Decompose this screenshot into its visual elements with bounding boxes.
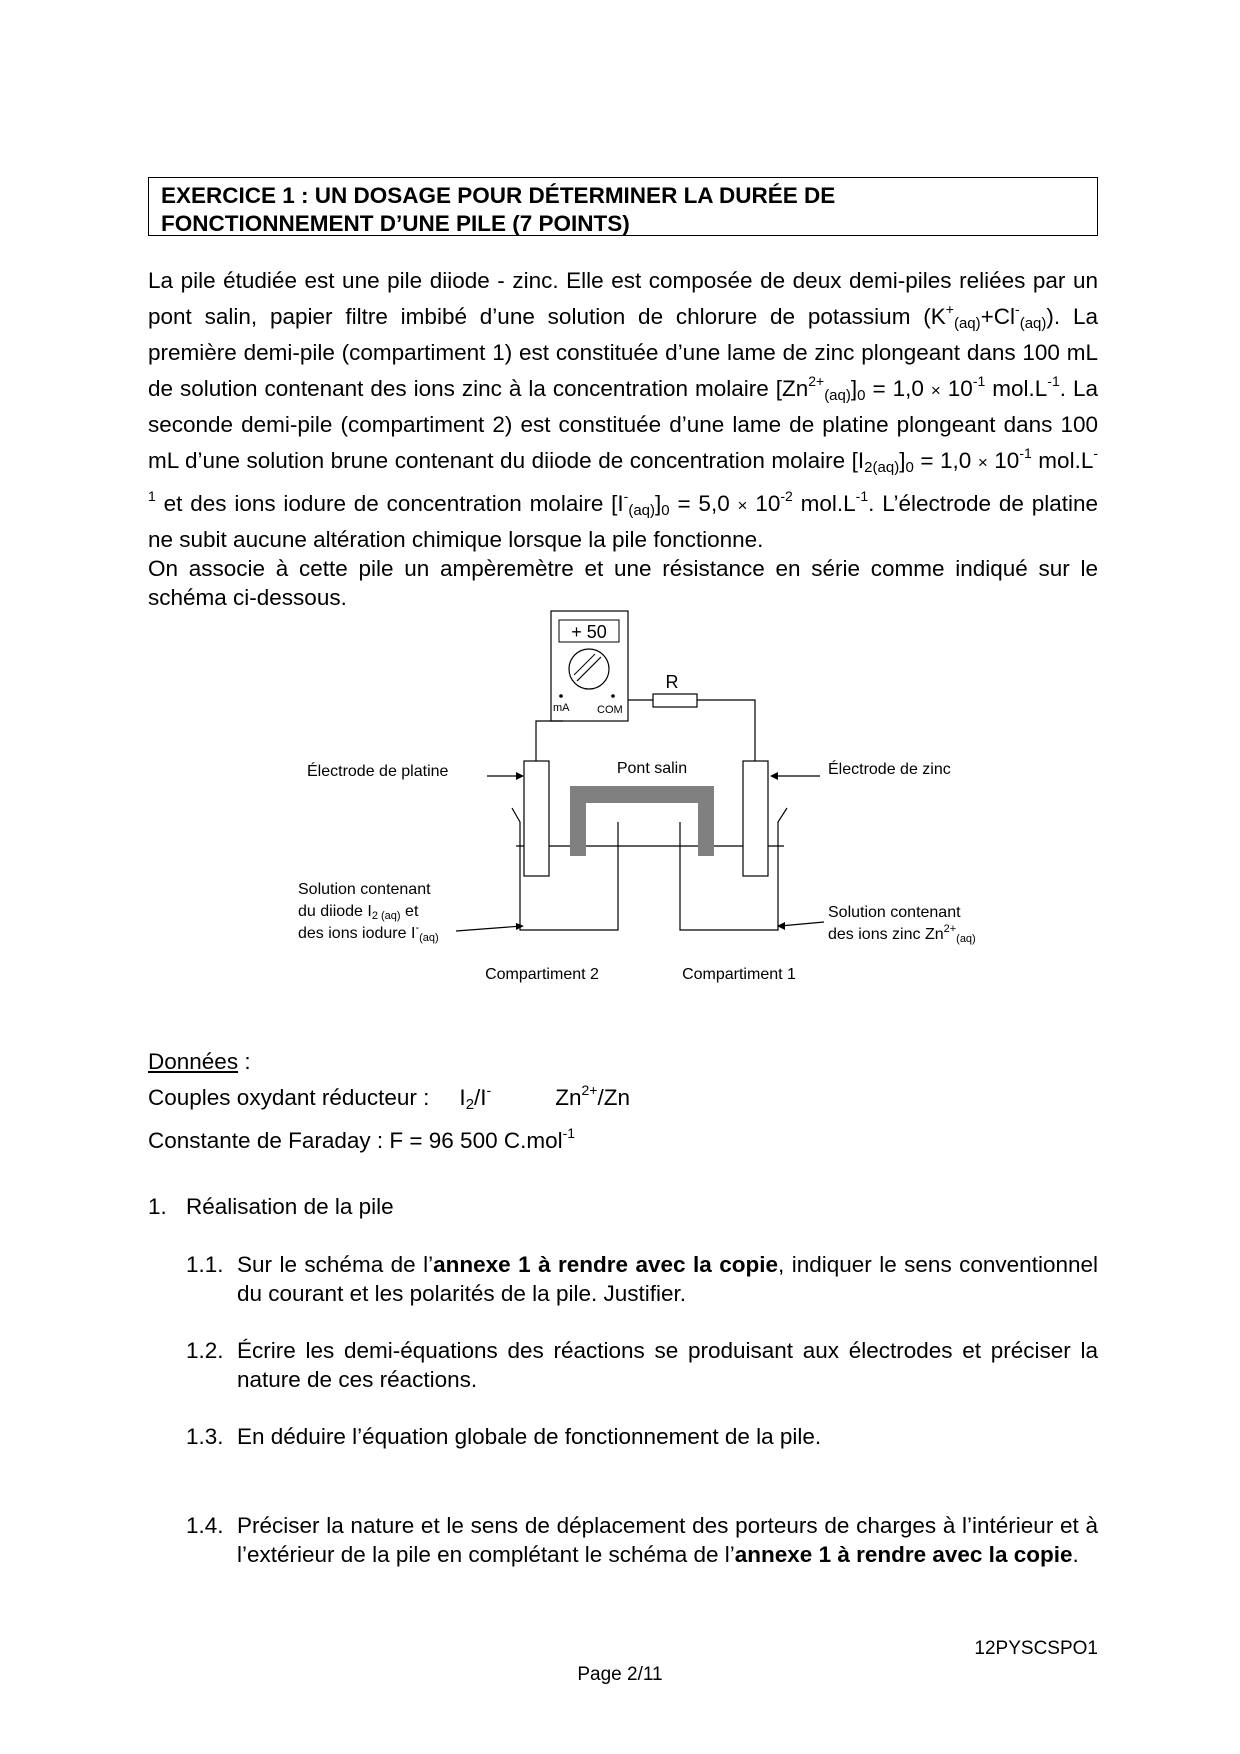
salt-bridge-right-leg — [698, 786, 714, 856]
salt-bridge-label: Pont salin — [616, 760, 688, 777]
ammeter-com-label: COM — [597, 704, 623, 716]
question-1-2: 1.2. Écrire les demi-équations des réactions se produisant aux électrodes et préciser la nature de ces réactions. — [186, 1338, 1098, 1392]
right-solution-label-line1: Solution contenant — [828, 904, 961, 921]
question-1: 1. Réalisation de la pile — [148, 1194, 394, 1219]
exercise-title — [148, 177, 1098, 236]
question-1-3: 1.3. En déduire l’équation globale de fonctionnement de la pile. — [186, 1424, 822, 1449]
donnees-heading: Données : — [148, 1049, 251, 1074]
battery-circuit-diagram — [290, 608, 1010, 988]
exercise-title-line2: FONCTIONNEMENT D’UNE PILE (7 POINTS) — [161, 211, 630, 236]
couples-line: Couples oxydant réducteur : $I_2/I^-$ $Zn^{2+}/Zn$ — [148, 1082, 630, 1113]
right-solution-label-line2: des ions zinc $Zn^{2+}_{(aq)}$ — [828, 923, 976, 945]
page-number: Page 2/11 — [577, 1664, 663, 1685]
left-solution-arrow — [456, 926, 522, 931]
zinc-electrode — [743, 761, 768, 876]
salt-bridge-left-leg — [570, 786, 586, 856]
platinum-electrode-label: Électrode de platine — [307, 763, 449, 780]
donnees-section — [148, 1047, 630, 1155]
intro-paragraph: La pile étudiée est une pile diiode - zinc. Elle est composée de deux demi-piles reliées par un pont salin, papier filtre imbibé d’une solution de chlorure de potassium $(K^+_{(aq)}+Cl^-_{(aq)})$. La première demi-pile (compartiment 1) est constituée d’une lame de zinc plongeant dans 100 mL de solution contenant des ions zinc à la concentration molaire $[Zn^{2+}_{(aq)}]_0 = 1,0 \times 10^{-1}$ $mol.L^{-1}$. La seconde demi-pile (compartiment 2) est constituée d’une lame de platine plongeant dans 100 mL d’une solution brune contenant du diiode de concentration molaire $[I_{2(aq)}]_0 = 1,0 \times 10^{-1}$ $mol.L^{-1}$ et des ions iodure de concentration molaire $[I^-_{(aq)}]_0 = 5,0 \times 10^{-2}$ $mol.L^{-1}$. L’électrode de platine ne subit aucune altération chimique lorsque la pile fonctionne. On associe à cette pile un ampèremètre et une résistance en série comme indiqué sur le schéma ci-dessous. — [148, 268, 1099, 610]
compartment2-label: Compartiment 2 — [485, 966, 599, 983]
compartment1-label: Compartiment 1 — [682, 966, 796, 983]
faraday-line: Constante de Faraday : F = 96 500 C.mol$^{-1}$ — [148, 1125, 576, 1153]
resistor-label: R — [665, 672, 679, 692]
intro-paragraph-2: On associe à cette pile un ampèremètre et une résistance en série comme indiqué sur le schéma ci-dessous. — [148, 556, 1098, 610]
right-solution-arrow — [780, 922, 824, 926]
platinum-arrow-head-icon — [516, 772, 524, 780]
document-code: 12PYSCSPO1 — [974, 1638, 1098, 1659]
terminal-com-dot — [611, 694, 615, 698]
platinum-electrode — [524, 761, 549, 876]
question-1-4: 1.4. Préciser la nature et le sens de déplacement des porteurs de charges à l’intérieur et à l’extérieur de la pile en complétant le schéma de l’annexe 1 à rendre avec la copie. — [186, 1513, 1098, 1567]
left-solution-label-line3: des ions iodure $I^-_{(aq)}$ — [298, 922, 439, 944]
wire-right — [697, 700, 755, 761]
left-solution-label-line1: Solution contenant — [298, 881, 431, 898]
exercise-title-line1: EXERCICE 1 : UN DOSAGE POUR DÉTERMINER LA DURÉE DE — [161, 183, 836, 208]
question-1-1: 1.1. Sur le schéma de l’annexe 1 à rendre avec la copie, indiquer le sens conventionnel du courant et les polarités de la pile. Justifier. — [186, 1252, 1098, 1306]
zinc-arrow-head-icon — [770, 772, 778, 780]
left-solution-label-line2: du diiode I2 (aq) et — [298, 903, 419, 922]
zinc-electrode-label: Électrode de zinc — [828, 761, 951, 778]
ammeter-display-text: + 50 — [571, 622, 607, 642]
ammeter-ma-label: mA — [553, 702, 570, 714]
terminal-ma-dot — [559, 694, 563, 698]
beaker-compartment1 — [680, 808, 787, 930]
salt-bridge-top — [586, 786, 714, 803]
resistor-icon — [653, 694, 697, 707]
wire-left — [536, 721, 563, 761]
